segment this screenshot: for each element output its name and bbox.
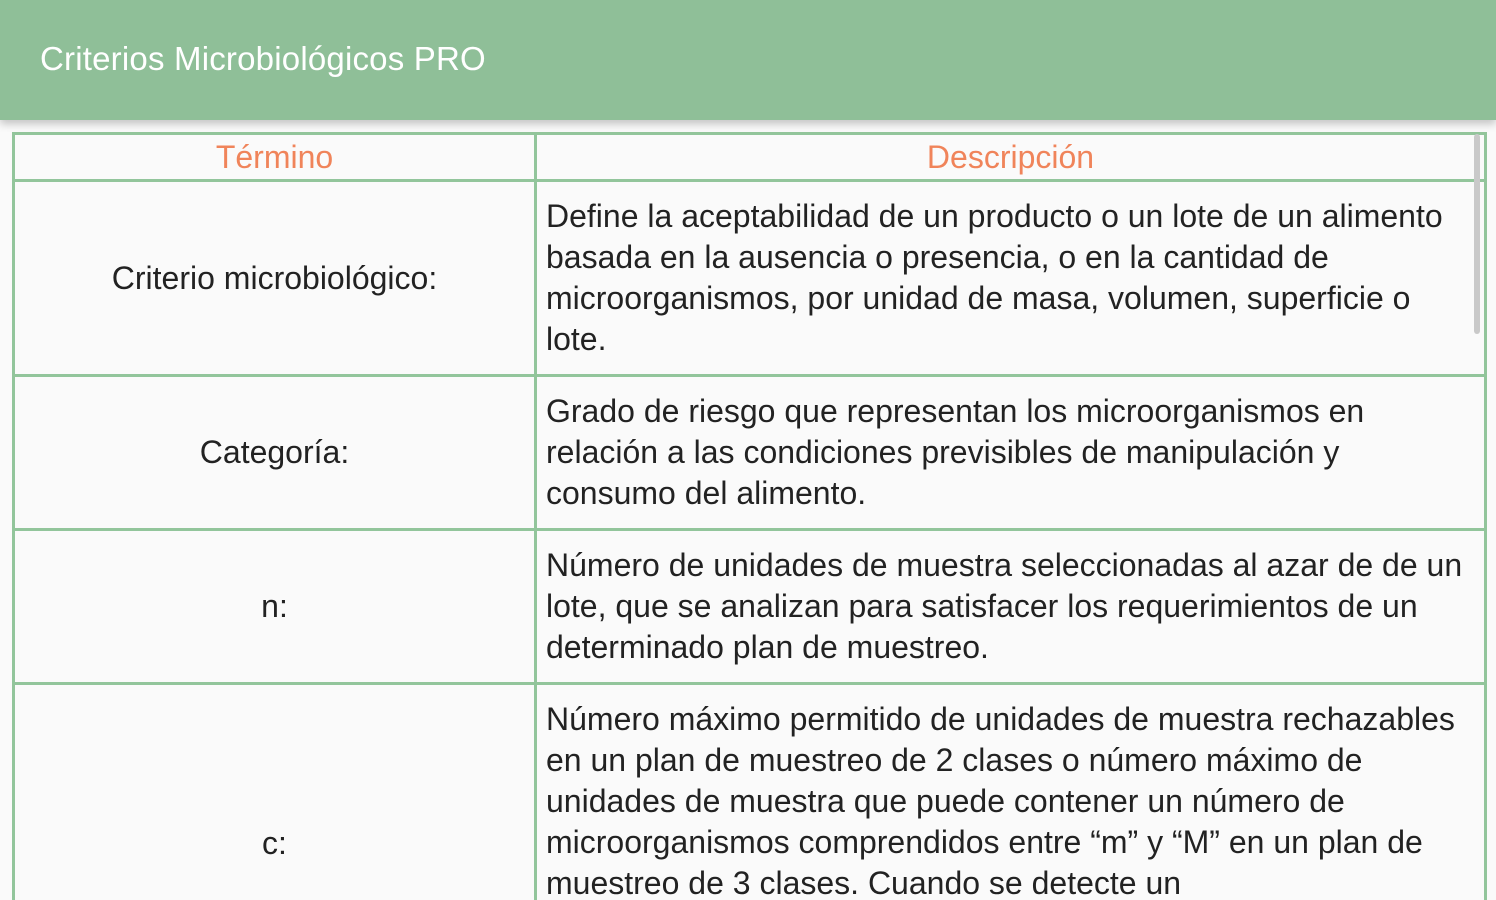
table-row (14, 376, 1486, 530)
description-cell: Número de unidades de muestra seleccionadas al azar de de un lote, que se analizan para satisfacer los requerimientos de un determinado plan de muestreo. (536, 530, 1486, 684)
table-row (14, 684, 1486, 900)
description-cell: Define la aceptabilidad de un producto o un lote de un alimento basada en la ausencia o presencia, o en la cantidad de microorganismos, por unidad de masa, volumen, superficie o lote. (536, 181, 1486, 376)
term-cell: Categoría: (14, 376, 536, 530)
glossary-table (12, 132, 1487, 900)
table-row (14, 181, 1486, 376)
term-cell: c: (14, 684, 536, 900)
term-cell: n: (14, 530, 536, 684)
table-header-row (14, 134, 1486, 181)
header-description: Descripción (536, 134, 1486, 181)
description-cell: Grado de riesgo que representan los microorganismos en relación a las condiciones previsibles de manipulación y consumo del alimento. (536, 376, 1486, 530)
header-term: Término (14, 134, 536, 181)
app-title: Criterios Microbiológicos PRO (40, 40, 486, 77)
description-cell: Número máximo permitido de unidades de muestra rechazables en un plan de muestreo de 2 clases o número máximo de unidades de muestra que puede contener un número de microorganismos comprendidos entre “m” y “M” en un plan de muestreo de 3 clases. Cuando se detecte un (536, 684, 1486, 900)
vertical-scrollbar[interactable] (1474, 134, 1480, 334)
table-row (14, 530, 1486, 684)
glossary-scroll-area[interactable] (0, 120, 1496, 900)
app-bar (0, 0, 1496, 120)
term-cell: Criterio microbiológico: (14, 181, 536, 376)
